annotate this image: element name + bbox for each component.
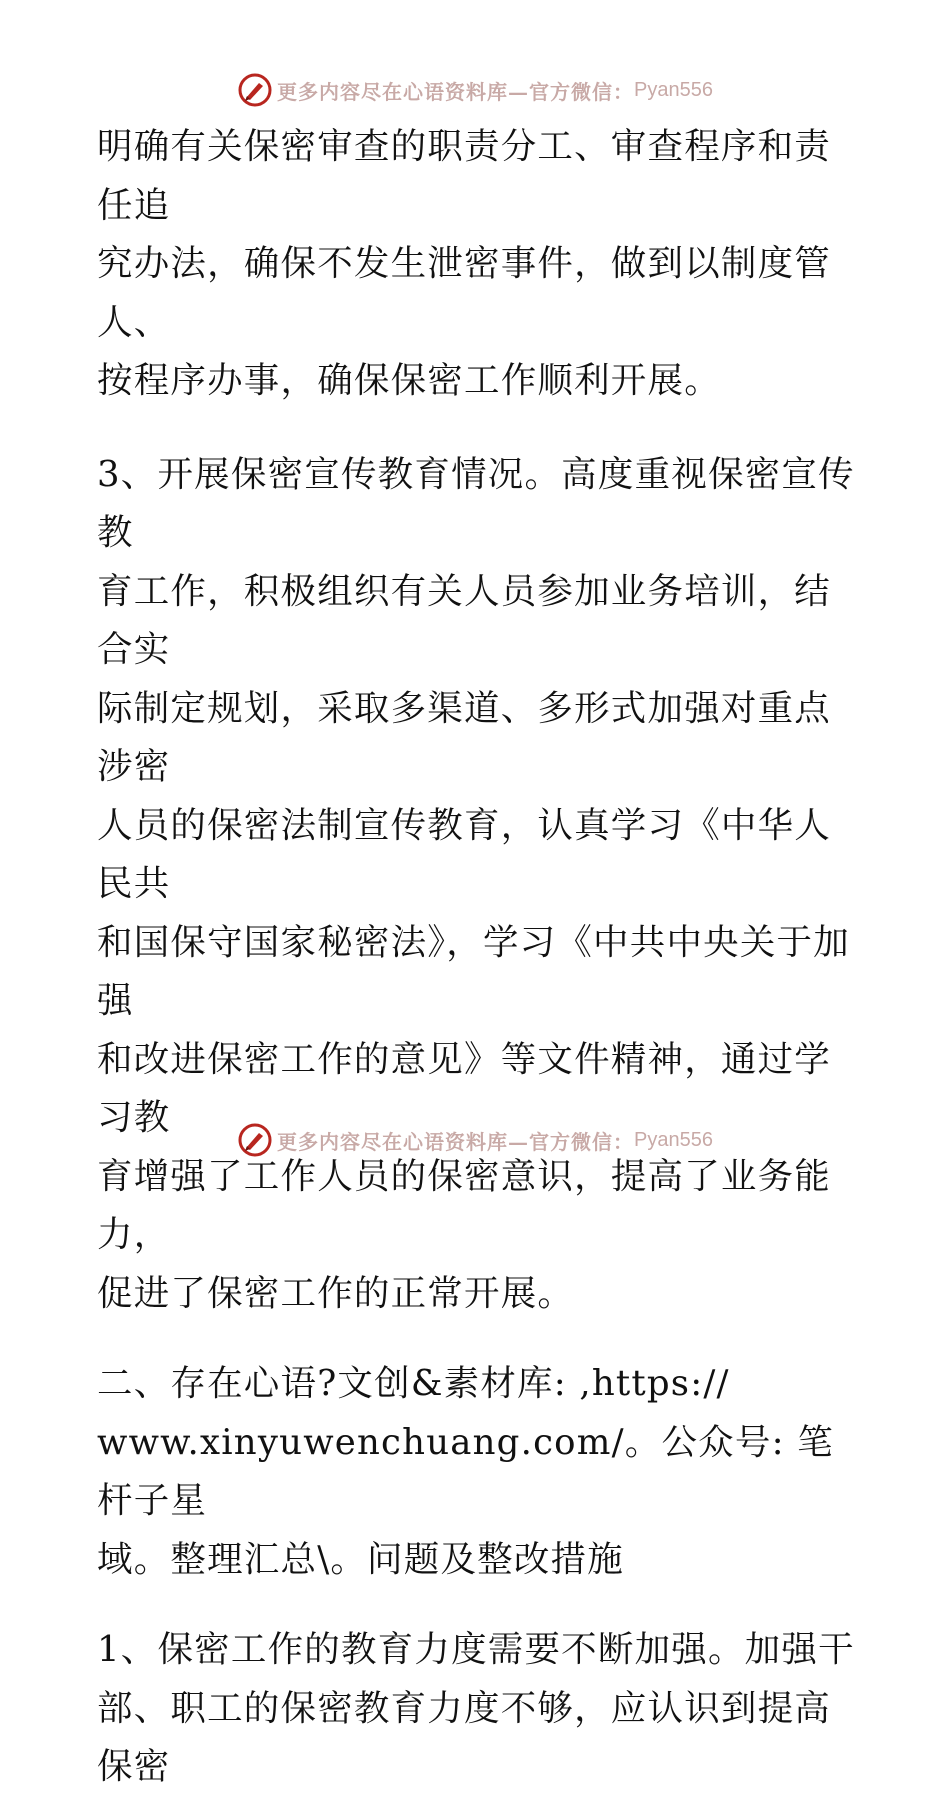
document-body [97,118,867,1797]
paragraph-2: 3、开展保密宣传教育情况。高度重视保密宣传教 育工作，积极组织有关人员参加业务培训，结合实 际制定规划，采取多渠道、多形式加强对重点涉密 人员的保密法制宣传教育，认真学习《中华人民共 和国保守国家秘密法》，学习《中共中央关于加强 和改进保密工作的意见》等文件精神，通过学习教 育增强了工作人员的保密意识，提高了业务能力， 促进了保密工作的正常开展。 [97,453,855,1314]
paragraph-3: 二、存在心语?文创&素材库: ,https:// www.xinyuwenchuang.com/。公众号: 笔杆子星 域。整理汇总\。问题及整改措施 [97,1363,834,1580]
header-watermark [0,68,950,112]
watermark-handle: Pyan556 [634,78,713,101]
watermark-handle: Pyan556 [634,1128,713,1151]
watermark-text: 更多内容尽在心语资料库—官方微信： [277,1129,635,1154]
paragraph-4: 1、保密工作的教育力度需要不断加强。加强干 部、职工的保密教育力度不够，应认识到提高保密 [97,1629,855,1787]
paragraph-1: 明确有关保密审查的职责分工、审查程序和责任追 究办法，确保不发生泄密事件，做到以制度管人、 按程序办事，确保保密工作顺利开展。 [97,126,832,401]
watermark-text: 更多内容尽在心语资料库—官方微信： [277,79,635,104]
pen-logo-icon [237,1122,273,1158]
footer-watermark [0,1118,950,1162]
pen-logo-icon [237,72,273,108]
